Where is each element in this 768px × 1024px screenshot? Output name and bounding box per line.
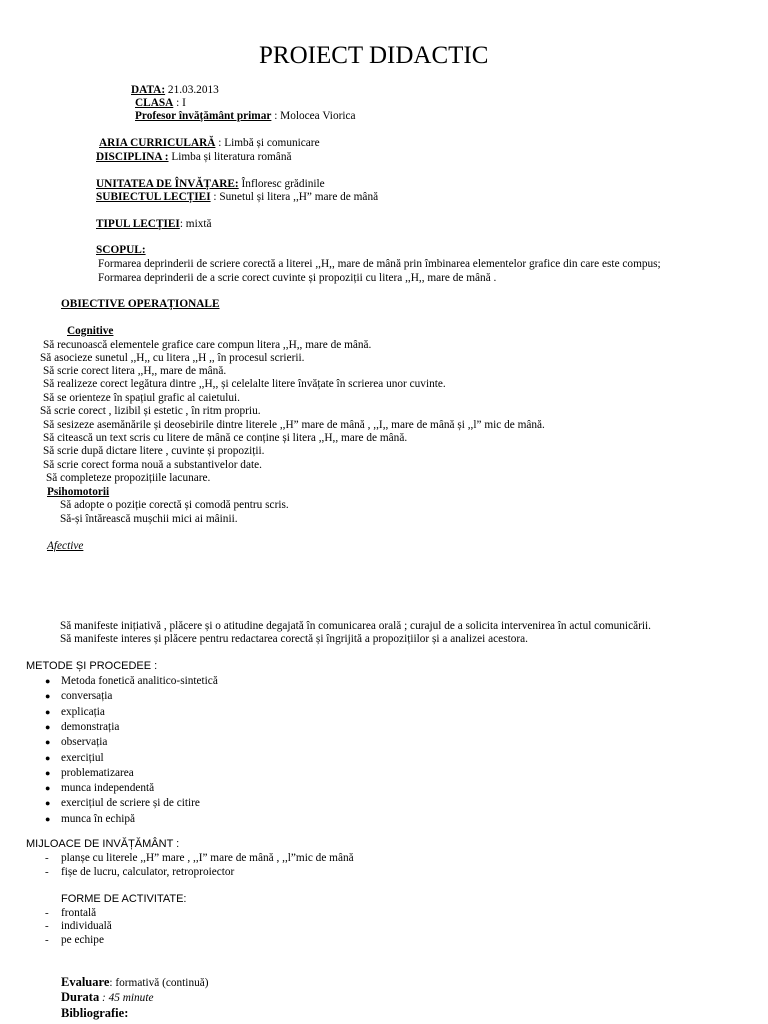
lesson-subject-value: : Sunetul și litera ,,H” mare de mână — [210, 191, 379, 203]
dash-marker: - — [45, 852, 49, 864]
bullet-icon: ● — [45, 768, 51, 778]
cognitive-objective: Să completeze propozițiile lacunare. — [46, 472, 211, 484]
cognitive-objective: Să scrie corect , lizibil și estetic , în ritm propriu. — [40, 405, 261, 417]
teacher-line — [135, 110, 356, 123]
method-item: munca independentă — [61, 782, 155, 794]
learning-unit-label: UNITATEA DE ÎNVĂȚARE: — [96, 178, 239, 190]
class-value: : I — [173, 97, 186, 109]
activity-form-item: frontală — [61, 907, 97, 919]
dash-marker: - — [45, 907, 49, 919]
lesson-type-line — [96, 218, 212, 231]
lesson-subject-label: SUBIECTUL LECȚIEI — [96, 191, 211, 203]
bullet-icon: ● — [45, 676, 51, 686]
method-item: munca în echipă — [61, 813, 136, 825]
teacher-label: Profesor învățământ primar — [135, 110, 272, 122]
psychomotor-heading: Psihomotorii — [47, 486, 110, 498]
means-item: planșe cu literele ,,H” mare , ,,I” mare de mână , ,,l”mic de mână — [61, 852, 354, 864]
learning-unit-line — [96, 178, 325, 191]
means-heading: MIJLOACE DE INVĂȚĂMÂNT : — [26, 838, 180, 850]
cognitive-objective: Să sesizeze asemănările și deosebirile dintre literele ,,H” mare de mână , ,,I,, mare de mână și ,,l” mic de mână. — [43, 419, 545, 431]
affective-objective: Să manifeste inițiativă , plăcere și o atitudine degajată în comunicarea orală ; curajul de a solicita intervenirea în actul comunicării. — [60, 620, 651, 632]
page-title: PROIECT DIDACTIC — [259, 42, 489, 69]
curricular-area-label: ARIA CURRICULARĂ — [99, 137, 216, 149]
duration-value: : 45 minute — [99, 992, 154, 1004]
discipline-label: DISCIPLINA : — [96, 151, 169, 163]
method-item: explicația — [61, 706, 105, 718]
method-item: Metoda fonetică analitico-sintetică — [61, 675, 218, 687]
class-label: CLASA — [135, 97, 174, 109]
learning-unit-value: Înfloresc grădinile — [238, 178, 325, 190]
method-item: problematizarea — [61, 767, 134, 779]
activity-form-item: pe echipe — [61, 934, 104, 946]
bullet-icon: ● — [45, 722, 51, 732]
psychomotor-objective: Să adopte o poziție corectă și comodă pentru scris. — [60, 499, 289, 511]
lesson-type-value: : mixtă — [179, 218, 212, 230]
bullet-icon: ● — [45, 783, 51, 793]
evaluation-label: Evaluare — [61, 975, 110, 989]
bullet-icon: ● — [45, 737, 51, 747]
teacher-value: : Molocea Viorica — [271, 110, 356, 122]
lesson-type-label: TIPUL LECȚIEI — [96, 218, 180, 230]
psychomotor-objective: Să-și întărească mușchii mici ai mâinii. — [60, 513, 238, 525]
bullet-icon: ● — [45, 753, 51, 763]
discipline-line — [96, 151, 291, 164]
evaluation-line — [61, 975, 209, 990]
purpose-line: Formarea deprinderii de a scrie corect cuvinte și propoziții cu litera ,,H,, mare de mână . — [98, 272, 497, 284]
bullet-icon: ● — [45, 814, 51, 824]
objectives-heading: OBIECTIVE OPERAȚIONALE — [61, 298, 220, 310]
means-item: fișe de lucru, calculator, retroproiector — [61, 866, 235, 878]
activity-form-item: individuală — [61, 920, 112, 932]
affective-heading: Afective — [47, 540, 84, 552]
curricular-area-value: : Limbă și comunicare — [215, 137, 320, 149]
dash-marker: - — [45, 866, 49, 878]
bullet-icon: ● — [45, 691, 51, 701]
date-line — [131, 84, 219, 97]
method-item: demonstrația — [61, 721, 120, 733]
cognitive-objective: Să recunoască elementele grafice care compun litera ,,H,, mare de mână. — [43, 339, 372, 351]
bibliography-heading: Bibliografie: — [61, 1006, 129, 1020]
duration-line — [61, 990, 153, 1005]
evaluation-value: : formativă (continuă) — [109, 977, 209, 989]
cognitive-objective: Să realizeze corect legătura dintre ,,H,, și celelalte litere învățate în scrierea unor cuvinte. — [43, 378, 446, 390]
date-value: 21.03.2013 — [165, 84, 219, 96]
activity-forms-heading: FORME DE ACTIVITATE: — [61, 893, 187, 905]
class-line — [135, 97, 186, 110]
date-label: DATA: — [131, 84, 166, 96]
cognitive-objective: Să citească un text scris cu litere de mână ce conține și litera ,,H,, mare de mână. — [43, 432, 408, 444]
cognitive-heading: Cognitive — [67, 325, 114, 337]
affective-objective: Să manifeste interes și plăcere pentru redactarea corectă și îngrijită a propozițiilor și a analizei acestora. — [60, 633, 528, 645]
curricular-area-line — [99, 137, 320, 150]
discipline-value: Limba și literatura română — [168, 151, 292, 163]
lesson-subject-line — [96, 191, 378, 204]
cognitive-objective: Să asocieze sunetul ,,H,, cu litera ,,H ,, în procesul scrierii. — [40, 352, 305, 364]
purpose-line: Formarea deprinderii de scriere corectă a literei ,,H,, mare de mână prin îmbinarea elementelor grafice din care este compus; — [98, 258, 661, 270]
duration-label: Durata — [61, 990, 100, 1004]
cognitive-objective: Să scrie după dictare litere , cuvinte și propoziții. — [43, 445, 265, 457]
dash-marker: - — [45, 920, 49, 932]
method-item: observația — [61, 736, 108, 748]
method-item: exercițiul de scriere și de citire — [61, 797, 200, 809]
cognitive-objective: Să scrie corect forma nouă a substantivelor date. — [43, 459, 262, 471]
bullet-icon: ● — [45, 707, 51, 717]
method-item: conversația — [61, 690, 113, 702]
bullet-icon: ● — [45, 798, 51, 808]
cognitive-objective: Să scrie corect litera ,,H,, mare de mână. — [43, 365, 227, 377]
purpose-heading: SCOPUL: — [96, 244, 146, 256]
cognitive-objective: Să se orienteze în spațiul grafic al caietului. — [43, 392, 240, 404]
method-item: exercițiul — [61, 752, 104, 764]
dash-marker: - — [45, 934, 49, 946]
methods-heading: METODE ȘI PROCEDEE : — [26, 660, 158, 672]
